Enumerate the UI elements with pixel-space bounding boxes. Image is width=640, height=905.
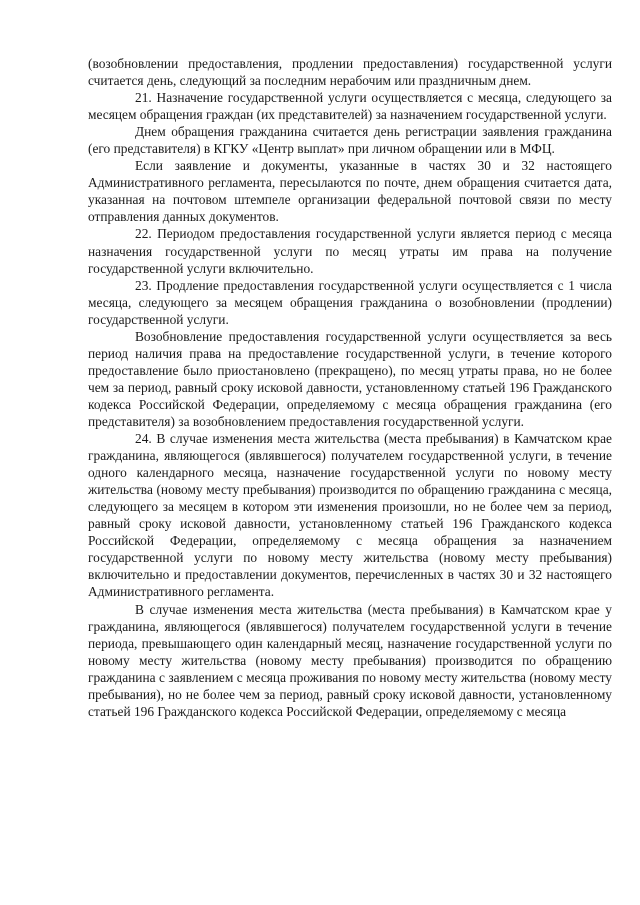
paragraph-mail: Если заявление и документы, указанные в частях 30 и 32 настоящего Административного регламента, пересылаются по почте, днем обращения считается дата, указанная на почтовом штемпеле организации федеральной почтовой связи по месту отправления данных документов.: [88, 158, 612, 225]
paragraph-residence-change: В случае изменения места жительства (места пребывания) в Камчатском крае у гражданина, являющегося (являвшегося) получателем государственной услуги в течение периода, превышающего один календарный месяц, назначение государственной услуги по новому месту жительства (новому месту пребывания) производится по обращению гражданина с заявлением с месяца проживания по новому месту жительства (новому месту пребывания), но не более чем за период, равный сроку исковой давности, установленному статьей 196 Гражданского кодекса Российской Федерации, определяемому с месяца: [88, 601, 612, 719]
document-body: [88, 55, 612, 720]
paragraph-appeal-day: Днем обращения гражданина считается день регистрации заявления гражданина (его представителя) в КГКУ «Центр выплат» при личном обращении или в МФЦ.: [88, 124, 612, 157]
paragraph-continuation: (возобновлении предоставления, продлении предоставления) государственной услуги считается день, следующий за последним нерабочим или праздничным днем.: [88, 56, 612, 89]
paragraph-24: 24. В случае изменения места жительства (места пребывания) в Камчатском крае гражданина, являющегося (являвшегося) получателем государственной услуги, в течение одного календарного месяца, назначение государственной услуги по новому месту жительства (новому месту пребывания) производится по обращению гражданина с месяца, следующего за месяцем в котором эти изменения произошли, но не более чем за период, равный сроку исковой давности, установленному статьей 196 Гражданского кодекса Российской Федерации, определяемому с месяца обращения за назначением государственной услуги по новому месту жительства (новому месту пребывания) включительно и предоставлении документов, перечисленных в частях 30 и 32 настоящего Административного регламента.: [88, 431, 612, 600]
paragraph-resumption: Возобновление предоставления государственной услуги осуществляется за весь период наличия права на предоставление государственной услуги, в течение которого предоставление было приостановлено (прекращено), по месяц утраты права, но не более чем за период, равный сроку исковой давности, установленному статьей 196 Гражданского кодекса Российской Федерации, определяемому с месяца обращения гражданина (его представителя) за возобновлением предоставления государственной услуги.: [88, 328, 612, 429]
paragraph-23: 23. Продление предоставления государственной услуги осуществляется с 1 числа месяца, следующего за месяцем обращения гражданина о возобновлении (продлении) государственной услуги.: [88, 277, 612, 327]
paragraph-21: 21. Назначение государственной услуги осуществляется с месяца, следующего за месяцем обращения граждан (их представителей) за назначением государственной услуги.: [88, 90, 612, 123]
paragraph-22: 22. Периодом предоставления государственной услуги является период с месяца назначения государственной услуги по месяц утраты им права на получение государственной услуги включительно.: [88, 226, 612, 276]
